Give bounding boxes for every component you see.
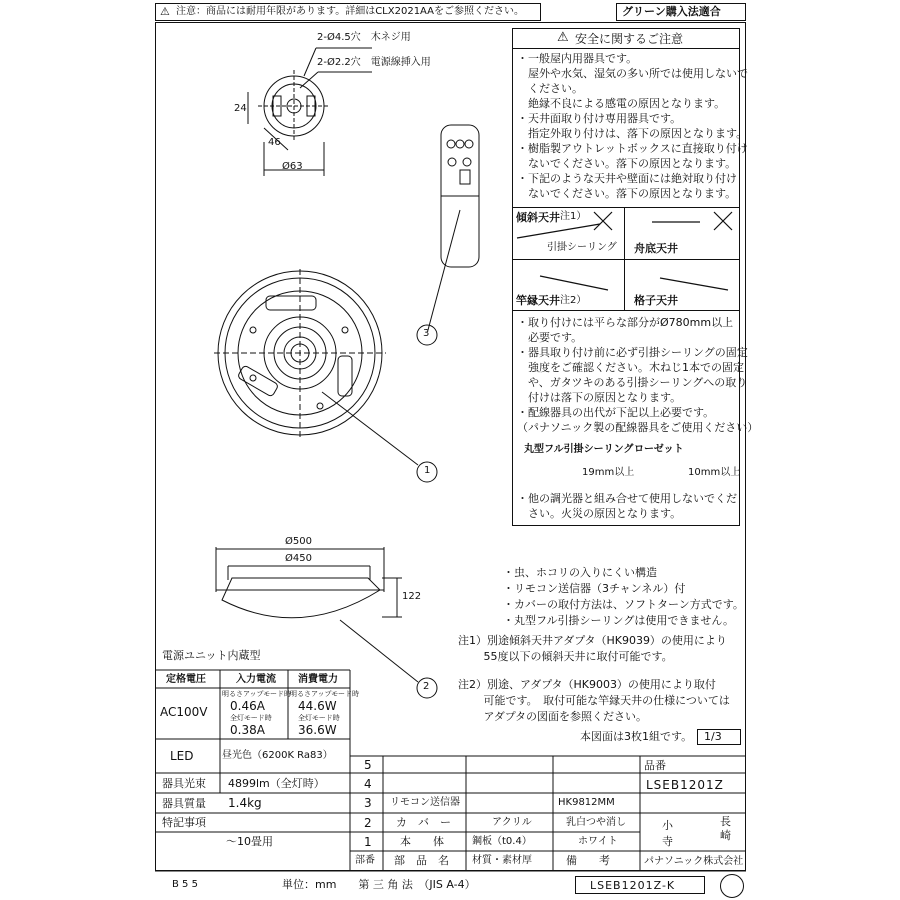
dim-450: Ø450 (285, 553, 312, 564)
spec-h-voltage: 定格電圧 (166, 674, 206, 685)
model-number: LSEB1201Z (646, 778, 724, 792)
designer-left-2: 寺 (662, 835, 673, 848)
dim-122: 122 (402, 591, 422, 602)
ceiling-x-marks (517, 212, 732, 290)
part-row-5-no: 5 (364, 758, 372, 772)
part-row-2-name: カ バ ー (396, 816, 451, 829)
header-notice: 注意：商品には耐用年限があります。詳細はCLX2021AAをご参照ください。 (176, 6, 525, 17)
spec-mass-value: 1.4kg (228, 796, 262, 810)
spec-led-label: LED (170, 749, 194, 763)
dim-hole-wood-screw: 2-Ø4.5穴 木ネジ用 (317, 32, 411, 43)
callout-2: 2 (423, 681, 430, 692)
dim-hole-wire: 2-Ø2.2穴 電源線挿入用 (317, 57, 431, 68)
spec-led-value: 昼光色（6200K Ra83） (222, 750, 333, 761)
remote-control-drawing (417, 125, 479, 345)
ceiling-grid-label: 格子天井 (634, 294, 678, 307)
ceiling-slanted-label: 傾斜天井 (516, 211, 560, 224)
part-row-3-remarks: HK9812MM (558, 797, 615, 808)
ceiling-truss-label: 竿縁天井 (516, 294, 560, 307)
callout-1: 1 (424, 465, 431, 476)
ceiling-boat-label: 舟底天井 (634, 242, 678, 255)
spec-flux-value: 4899lm（全灯時） (228, 777, 325, 790)
parts-h-name: 部 品 名 (394, 854, 449, 867)
safety-title: 安全に関するご注意 (575, 32, 684, 46)
parts-h-material: 材質・素材厚 (472, 855, 532, 866)
dim-24: 24 (234, 103, 247, 114)
designer-right-2: 崎 (720, 829, 731, 842)
spec-mode-full-current: 全灯モード時 (230, 714, 272, 722)
part-row-1-name: 本 体 (400, 835, 444, 848)
part-row-2-material: アクリル (492, 817, 532, 828)
designer-left-1: 小 (662, 819, 673, 832)
revision-circle (720, 874, 744, 898)
ceiling-hook-label: 引掛シーリング (547, 242, 617, 253)
ceiling-slanted-note: 注1） (560, 211, 587, 222)
spec-special-label: 特記事項 (162, 816, 206, 829)
part-row-1-no: 1 (364, 835, 372, 849)
fixture-dim-10: 10mm以上 (688, 467, 741, 478)
company-name: パナソニック株式会社 (644, 856, 744, 867)
fixture-rosette-label: ローゼット (634, 444, 684, 455)
callout-3: 3 (423, 328, 430, 339)
spec-h-power: 消費電力 (298, 674, 338, 685)
body-plan-drawing (214, 269, 437, 482)
ceiling-truss-note: 注2） (560, 295, 587, 306)
spec-current-full: 0.38A (230, 723, 265, 737)
part-row-3-no: 3 (364, 796, 372, 810)
part-row-3-name: リモコン送信器 (390, 797, 460, 808)
part-row-1-material: 鋼板（t0.4） (472, 836, 532, 847)
sheet-info: 本図面は3枚1組です。 (580, 730, 693, 743)
parts-h-remarks: 備 考 (566, 854, 610, 867)
warning-icon: ⚠ (557, 30, 569, 45)
part-row-2-no: 2 (364, 816, 372, 830)
drawing-number: LSEB1201Z-K (590, 879, 676, 892)
spec-h-current: 入力電流 (236, 674, 276, 685)
unit-projection: 単位：mm 第 三 角 法 （JIS A-4） (282, 878, 476, 891)
dim-63: Ø63 (282, 161, 303, 172)
spec-mode-full-power: 全灯モード時 (298, 714, 340, 722)
warning-icon: ⚠ (160, 5, 170, 18)
sheet-page: 1/3 (704, 730, 722, 743)
designer-right-1: 長 (720, 815, 731, 828)
spec-power-up: 44.6W (298, 699, 337, 713)
spec-mass-label: 器具質量 (162, 797, 206, 810)
model-label: 品番 (644, 759, 666, 772)
spec-voltage: AC100V (160, 705, 208, 719)
dim-500: Ø500 (285, 536, 312, 547)
spec-mode-up-power: 明るさアップモード時 (290, 690, 359, 698)
part-row-2-remarks: 乳白つや消し (566, 817, 626, 828)
part-row-1-remarks: ホワイト (578, 836, 618, 847)
power-unit-label: 電源ユニット内蔵型 (162, 649, 261, 662)
fixture-dim-19: 19mm以上 (582, 467, 635, 478)
spec-power-full: 36.6W (298, 723, 337, 737)
part-row-4-no: 4 (364, 777, 372, 791)
spec-special-value: ～10畳用 (226, 835, 273, 848)
parts-h-no: 部番 (355, 855, 375, 866)
green-label: グリーン購入法適合 (622, 5, 721, 18)
fixture-round-label: 丸型フル引掛シーリング (524, 444, 634, 455)
dim-46: 46 (268, 137, 281, 148)
spec-flux-label: 器具光束 (162, 777, 206, 790)
paper-code: B 5 5 (172, 879, 198, 890)
spec-mode-up-current: 明るさアップモード時 (222, 690, 291, 698)
spec-current-up: 0.46A (230, 699, 265, 713)
